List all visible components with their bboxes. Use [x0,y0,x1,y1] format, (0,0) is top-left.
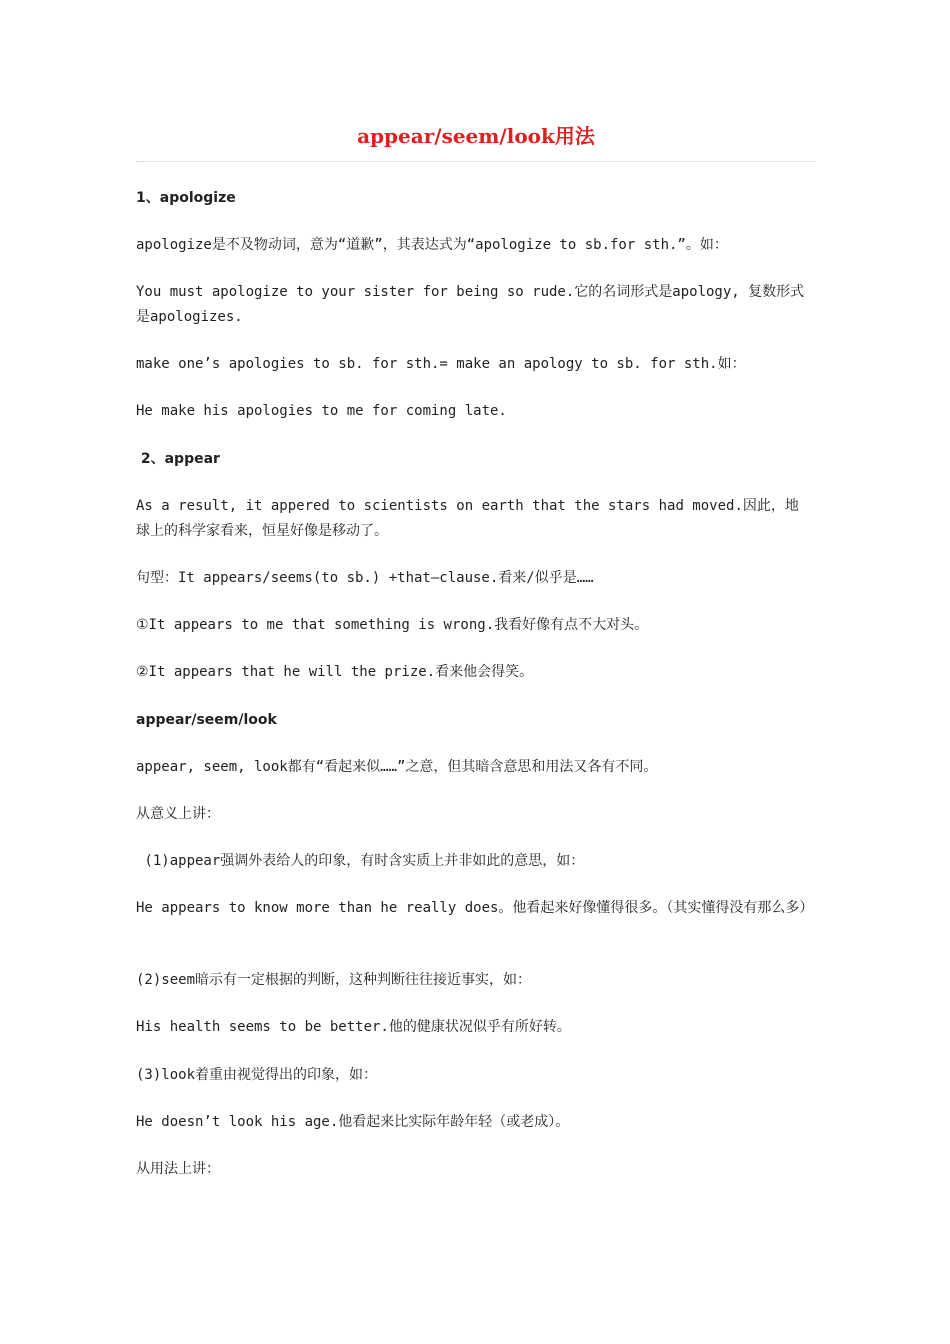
paragraph: ①It appears to me that something is wrong.我看好像有点不大对头。 [136,617,649,633]
paragraph: As a result, it appered to scientists on earth that the stars had moved.因此，地球上的科学家看来，恒星好像是移动了。 [136,498,799,539]
paragraph: appear, seem, look都有“看起来似……”之意，但其暗含意思和用法又各有不同。 [136,759,658,775]
paragraph: 从意义上讲： [136,806,220,822]
page-title: appear/seem/look用法 [357,124,595,148]
paragraph: 从用法上讲： [136,1161,220,1177]
paragraph: 句型：It appears/seems(to sb.) +that—clause.看来/似乎是…… [136,570,594,586]
paragraph: His health seems to be better.他的健康状况似乎有所好转。 [136,1019,571,1035]
paragraph: (1)appear强调外表给人的印象，有时含实质上并非如此的意思，如： [136,853,585,869]
title-divider [136,161,816,162]
paragraph: He appears to know more than he really does。他看起来好像懂得很多。（其实懂得没有那么多） [136,900,814,916]
section-heading-appear: 2、appear [136,451,220,467]
paragraph: He make his apologies to me for coming late. [136,403,507,419]
section-heading-appear-seem-look: appear/seem/look [136,712,277,728]
paragraph: ②It appears that he will the prize.看来他会得笑。 [136,664,534,680]
paragraph: He doesn’t look his age.他看起来比实际年龄年轻（或老成）。 [136,1114,570,1130]
paragraph: (2)seem暗示有一定根据的判断，这种判断往往接近事实，如： [136,972,531,988]
paragraph: (3)look着重由视觉得出的印象，如： [136,1067,378,1083]
section-heading-apologize: 1、apologize [136,190,236,206]
paragraph: make one’s apologies to sb. for sth.= make an apology to sb. for sth.如： [136,356,746,372]
paragraph: You must apologize to your sister for being so rude.它的名词形式是apology, 复数形式是apologizes. [136,284,805,325]
paragraph: apologize是不及物动词，意为“道歉”，其表达式为“apologize to sb.for sth.”。如： [136,237,728,253]
